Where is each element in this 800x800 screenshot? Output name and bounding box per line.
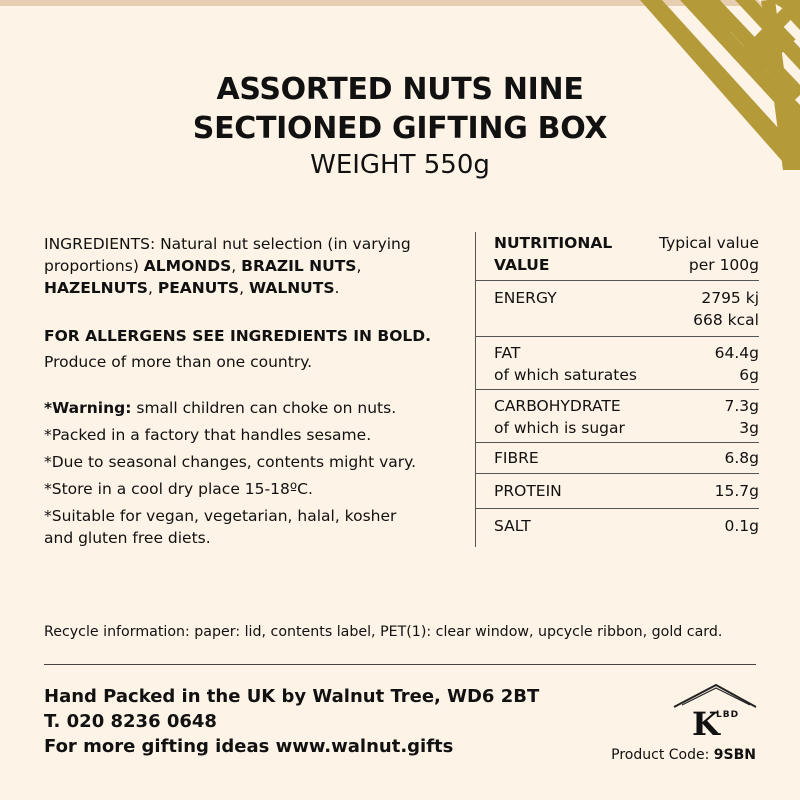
nutrition-value: 0.1g xyxy=(724,517,759,535)
nutrition-label: FIBRE xyxy=(494,449,539,467)
product-title xyxy=(0,70,800,148)
packer-address: Hand Packed in the UK by Walnut Tree, WD6 2BT xyxy=(44,686,540,707)
nutrition-label: SALT xyxy=(494,517,531,535)
origin-note: Produce of more than one country. xyxy=(44,353,313,371)
note-storage: *Store in a cool dry place 15-18ºC. xyxy=(44,480,313,498)
nutrition-value: 7.3g 3g xyxy=(724,397,759,437)
nutrition-table xyxy=(475,232,759,547)
product-code xyxy=(611,745,756,765)
footer-contact xyxy=(44,684,539,759)
nutrition-row-salt xyxy=(476,509,759,547)
ingredient-almonds: ALMONDS xyxy=(143,257,232,275)
ingredients-prefix: INGREDIENTS: Natural nut selection (in varying proportions) xyxy=(44,235,411,275)
product-weight: WEIGHT 550g xyxy=(310,150,490,180)
title-line-2: SECTIONED GIFTING BOX xyxy=(192,111,608,146)
product-code-label: Product Code: xyxy=(611,747,714,763)
note-sesame: *Packed in a factory that handles sesame. xyxy=(44,426,372,444)
nutrition-header-label: NUTRITIONAL VALUE xyxy=(494,234,613,274)
nutrition-value: 2795 kj 668 kcal xyxy=(693,289,759,329)
nutrition-label: CARBOHYDRATE of which is sugar xyxy=(494,397,625,437)
ingredient-peanuts: PEANUTS xyxy=(157,279,240,297)
nutrition-label: ENERGY xyxy=(494,289,557,307)
nutrition-row-fibre xyxy=(476,443,759,474)
ingredient-walnuts: WALNUTS xyxy=(248,279,335,297)
product-code-value: 9SBN xyxy=(713,747,756,763)
logo-sub: LBD xyxy=(716,710,740,720)
nutrition-value: 15.7g xyxy=(714,482,759,500)
nutrition-row-fat xyxy=(476,337,759,390)
nutrition-row-carbohydrate xyxy=(476,390,759,443)
warning-label: *Warning: xyxy=(44,399,132,417)
ingredients-text: INGREDIENTS: Natural nut selection (in varying proportions) ALMONDS, BRAZIL NUTS, HAZELNUTS, PEANUTS, WALNUTS. xyxy=(44,235,411,297)
note-seasonal: *Due to seasonal changes, contents might vary. xyxy=(44,453,417,471)
footer-divider xyxy=(44,664,756,665)
note-dietary: *Suitable for vegan, vegetarian, halal, kosher and gluten free diets. xyxy=(44,507,397,547)
warning-note xyxy=(44,397,464,419)
nutrition-value: 6.8g xyxy=(724,449,759,467)
allergen-note: FOR ALLERGENS SEE INGREDIENTS IN BOLD. xyxy=(44,327,432,345)
nutrition-label: PROTEIN xyxy=(494,482,562,500)
logo-letter: K xyxy=(692,705,720,743)
ingredient-hazelnuts: HAZELNUTS xyxy=(44,279,148,297)
title-line-1: ASSORTED NUTS NINE xyxy=(216,72,584,107)
nutrition-label: FAT of which saturates xyxy=(494,344,637,384)
recycle-info: Recycle information: paper: lid, contents label, PET(1): clear window, upcycle ribbon, gold card. xyxy=(44,624,723,640)
nutrition-value: 64.4g 6g xyxy=(714,344,759,384)
ingredient-brazil-nuts: BRAZIL NUTS xyxy=(241,257,357,275)
nutrition-row-protein xyxy=(476,474,759,509)
phone-number: T. 020 8236 0648 xyxy=(44,711,217,732)
warning-text: small children can choke on nuts. xyxy=(131,399,397,417)
nutrition-header xyxy=(476,232,759,281)
nutrition-header-value: Typical value per 100g xyxy=(659,234,759,274)
product-info xyxy=(44,233,464,554)
klbd-kosher-logo xyxy=(670,683,760,743)
nutrition-row-energy xyxy=(476,281,759,337)
website-link: For more gifting ideas www.walnut.gifts xyxy=(44,736,454,757)
